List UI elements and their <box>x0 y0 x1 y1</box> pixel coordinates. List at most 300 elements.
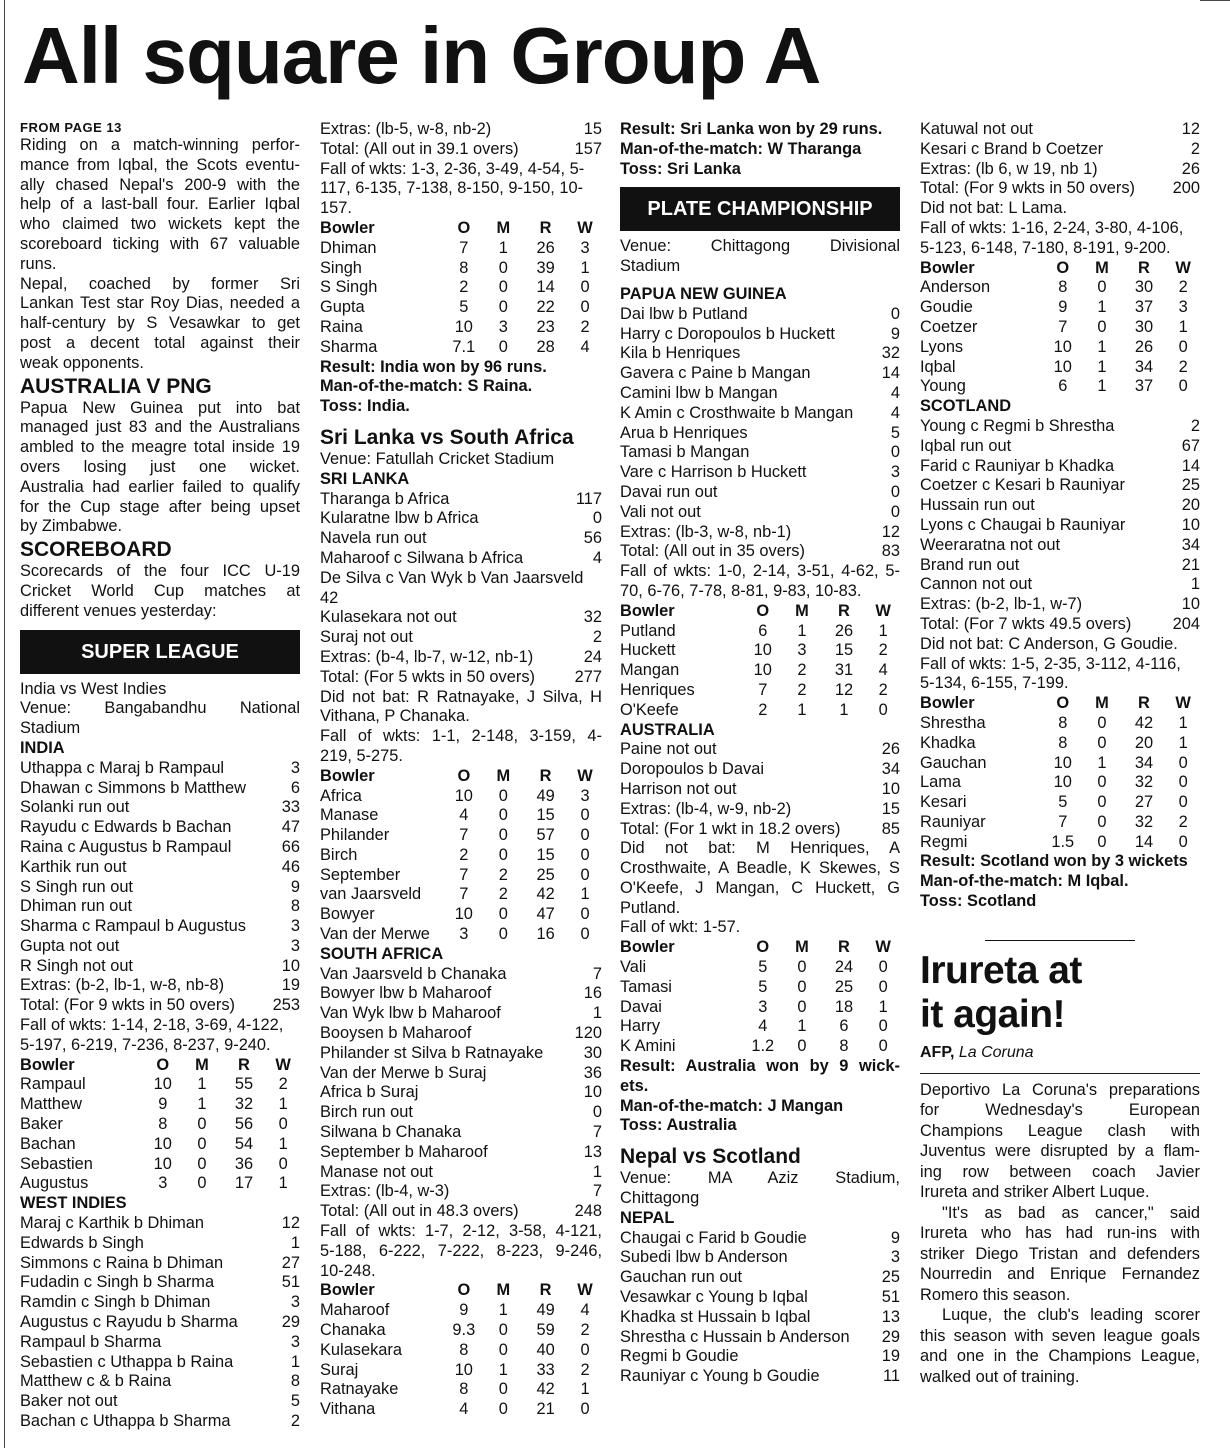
text-line: Fall of wkts: 1-16, 2-24, 3-80, 4-106, <box>920 218 1184 237</box>
score-name: Arua b Henriques <box>620 423 748 442</box>
bowler-name: Bowler <box>620 601 675 620</box>
score-value: 83 <box>881 542 900 561</box>
bowling-figure: 1 <box>580 258 590 277</box>
bowler-name: Ratnayake <box>320 1380 399 1399</box>
bowling-figure: 0 <box>580 845 590 864</box>
score-name: Total: (For 5 wkts in 50 overs) <box>320 667 535 686</box>
bowling-figure: 2 <box>878 680 888 699</box>
score-row <box>620 384 900 404</box>
bowling-figure: 4 <box>459 1400 469 1419</box>
score-value: 19 <box>281 976 300 995</box>
bowling-row <box>320 1301 602 1321</box>
text-line: O'Keefe, J Mangan, C Huckett, G <box>620 878 900 897</box>
story-line: Deportivo La Coruna's preparations <box>920 1080 1200 1099</box>
score-name: Uthappa c Maraj b Rampaul <box>20 758 225 777</box>
score-value: 7 <box>592 964 602 983</box>
bowling-figure: 0 <box>580 298 590 317</box>
bowling-row <box>320 259 602 279</box>
bowling-figure: 1.5 <box>1051 832 1075 851</box>
section-banner: PLATE CHAMPIONSHIP <box>620 187 900 231</box>
bowling-figure: 1 <box>878 621 888 640</box>
score-row <box>620 463 900 483</box>
score-row <box>920 575 1200 595</box>
bowling-figure: 0 <box>197 1174 207 1193</box>
bowling-figure: M <box>1095 258 1109 277</box>
bowling-figure: 0 <box>580 925 590 944</box>
text-line: for the Cup stage after being upset <box>20 497 300 516</box>
score-value: 26 <box>1181 159 1200 178</box>
bowling-row <box>620 958 900 978</box>
bowling-row <box>320 905 602 925</box>
score-name: Vali not out <box>620 502 701 521</box>
score-name: Total: (All out in 35 overs) <box>620 542 805 561</box>
score-name: Camini lbw b Mangan <box>620 383 778 402</box>
score-row <box>620 760 900 780</box>
bowler-name: Augustus <box>20 1174 89 1193</box>
score-value: 277 <box>574 667 602 686</box>
score-name: S Singh run out <box>20 877 133 896</box>
bowling-figure: 5 <box>758 977 768 996</box>
bowling-figure: R <box>838 938 850 957</box>
score-value: 1 <box>290 1352 300 1371</box>
score-name: Ramdin c Singh b Dhiman <box>20 1293 211 1312</box>
text-line: 117, 6-135, 7-138, 8-150, 9-150, 10- <box>320 179 584 198</box>
bowling-figure: W <box>1175 694 1191 713</box>
bowling-figure: 1 <box>797 621 807 640</box>
bowling-figure: 0 <box>1097 317 1107 336</box>
score-value: 12 <box>1181 120 1200 138</box>
score-row <box>20 917 300 937</box>
bowling-figure: 32 <box>1134 812 1154 831</box>
bowler-name: Huckett <box>620 641 676 660</box>
score-name: Total: (For 7 wkts 49.5 overs) <box>920 614 1132 633</box>
bowling-figure: 0 <box>1097 773 1107 792</box>
bold-line: NEPAL <box>620 1208 675 1227</box>
bold-line: Toss: Australia <box>620 1116 737 1135</box>
bowling-figure: 0 <box>1178 337 1188 356</box>
bowling-figure: 6 <box>839 1017 849 1036</box>
bowling-figure: W <box>577 766 593 785</box>
score-name: Birch run out <box>320 1103 413 1122</box>
score-value: 200 <box>1172 179 1200 198</box>
bold-line: Result: Sri Lanka won by 29 runs. <box>620 120 883 138</box>
score-name: Bachan c Uthappa b Sharma <box>20 1412 231 1431</box>
score-row <box>20 937 300 957</box>
story-byline <box>920 1043 1200 1063</box>
score-name: Extras: (b-2, lb-1, w-8, nb-8) <box>20 976 225 995</box>
section-heading: SCOREBOARD <box>20 538 172 562</box>
bowling-figure: M <box>496 1281 511 1300</box>
bowling-figure: 0 <box>878 1017 888 1036</box>
bowling-figure: 59 <box>536 1321 555 1340</box>
bowling-figure: 9 <box>158 1095 168 1114</box>
score-value: 3 <box>290 1293 300 1312</box>
bowler-name: Anderson <box>920 278 991 297</box>
bowling-figure: 2 <box>1178 357 1188 376</box>
bowler-name: Coetzer <box>920 317 978 336</box>
story-body <box>920 1080 1200 1388</box>
bowler-name: Gupta <box>320 298 365 317</box>
score-name: Solanki run out <box>20 798 130 817</box>
story-line: "It's as bad as cancer," said <box>942 1203 1200 1222</box>
bowling-row <box>20 1075 300 1095</box>
score-row <box>20 1273 300 1293</box>
bowling-figure: R <box>539 1281 552 1300</box>
bowling-figure: 8 <box>459 258 469 277</box>
bowling-row <box>320 806 602 826</box>
bowling-figure: 6 <box>758 621 768 640</box>
column-4 <box>920 120 1200 1387</box>
bowler-name: Davai <box>620 997 662 1016</box>
bowling-figure: 10 <box>153 1134 172 1153</box>
score-row <box>20 1313 300 1333</box>
text-line: Fall of wkts: 1-3, 2-36, 3-49, 4-54, 5- <box>320 159 585 178</box>
score-row <box>620 1347 900 1367</box>
text-line: Did not bat: M Henriques, A <box>620 839 900 858</box>
bowling-figure: 8 <box>1058 278 1068 297</box>
bowler-name: Rampaul <box>20 1075 86 1094</box>
score-row <box>620 305 900 325</box>
score-row <box>20 1392 300 1412</box>
bowling-figure: 12 <box>834 680 854 699</box>
bold-line: Result: Australia won by 9 wick- <box>620 1057 900 1076</box>
bowling-figure: 2 <box>459 278 469 297</box>
bowling-figure: 4 <box>580 1301 590 1320</box>
score-value: 6 <box>290 778 300 797</box>
bowling-row <box>20 1095 300 1115</box>
bowling-figure: R <box>539 218 552 237</box>
bowling-figure: 0 <box>498 1321 508 1340</box>
score-row <box>20 976 300 996</box>
score-name: Vare c Harrison b Huckett <box>620 463 807 482</box>
bowling-row <box>620 622 900 642</box>
bowling-figure: O <box>1056 694 1070 713</box>
score-value: 27 <box>281 1253 300 1272</box>
bowling-row <box>920 278 1200 298</box>
score-row <box>920 457 1200 477</box>
bowling-figure: 0 <box>498 905 508 924</box>
score-row <box>920 437 1200 457</box>
text-line: Papua New Guinea put into bat <box>20 398 300 417</box>
text-line: Stadium <box>20 719 81 738</box>
text-line: Chittagong <box>620 1189 700 1208</box>
story-line: this season with seven league goals <box>920 1326 1200 1345</box>
score-row <box>20 779 300 799</box>
bowling-figure: 7.1 <box>452 337 476 356</box>
text-line: weak opponents. <box>20 353 144 372</box>
bowling-figure: 30 <box>1134 278 1154 297</box>
score-name: Maharoof c Silwana b Africa <box>320 548 524 567</box>
bowling-figure: 27 <box>1134 793 1154 812</box>
bowling-figure: 10 <box>1053 357 1072 376</box>
bowling-figure: O <box>756 938 770 957</box>
score-name: Total: (All out in 48.3 overs) <box>320 1202 519 1221</box>
bowling-row <box>320 278 602 298</box>
bowling-figure: 7 <box>1058 812 1068 831</box>
text-line: post a decent total against their <box>20 333 300 352</box>
text-line: Venue: Chittagong Divisional <box>620 237 900 256</box>
bowling-figure: 49 <box>536 1301 555 1320</box>
bowler-name: Chanaka <box>320 1321 386 1340</box>
bowling-figure: 2 <box>278 1075 288 1094</box>
score-row <box>320 140 602 160</box>
score-value: 10 <box>1181 515 1200 534</box>
score-value: 12 <box>281 1214 300 1233</box>
score-row <box>620 424 900 444</box>
score-name: Simmons c Raina b Dhiman <box>20 1253 224 1272</box>
bowling-figure: 0 <box>1097 278 1107 297</box>
score-name: Extras: (b-2, lb-1, w-7) <box>920 595 1083 614</box>
bowling-figure: 55 <box>234 1075 254 1094</box>
score-name: Harrison not out <box>620 779 737 798</box>
bowling-figure: 1 <box>197 1095 207 1114</box>
bowling-row <box>920 793 1200 813</box>
score-row <box>320 1163 602 1183</box>
bowling-figure: 1 <box>1178 713 1188 732</box>
bowling-figure: 2 <box>580 1360 590 1379</box>
score-row <box>320 490 602 510</box>
score-name: Tharanga b Africa <box>320 489 450 508</box>
score-name: Khadka st Hussain b Iqbal <box>620 1307 811 1326</box>
score-name: Total: (For 9 wkts in 50 overs) <box>920 179 1135 198</box>
bowling-figure: 0 <box>580 865 590 884</box>
bowler-name: Singh <box>320 258 362 277</box>
bowling-figure: 22 <box>536 298 555 317</box>
section-heading: Nepal vs Scotland <box>620 1145 801 1169</box>
bowling-header <box>620 602 900 622</box>
score-value: 11 <box>882 1367 900 1386</box>
bowling-header <box>320 767 602 787</box>
bowling-figure: 7 <box>459 238 469 257</box>
score-row <box>20 1333 300 1353</box>
score-row <box>920 536 1200 556</box>
bowling-row <box>20 1174 300 1194</box>
bowling-figure: 10 <box>753 661 772 680</box>
text-line: Fall of wkts: 1-0, 2-14, 3-51, 4-62, 5- <box>620 562 900 581</box>
bold-line: PAPUA NEW GUINEA <box>620 284 787 303</box>
bowling-figure: 15 <box>536 806 555 825</box>
score-row <box>320 1004 602 1024</box>
text-line: 5-123, 6-148, 7-180, 8-191, 9-200. <box>920 238 1171 257</box>
score-value: 26 <box>881 740 900 759</box>
bowling-figure: 0 <box>1097 733 1107 752</box>
bowler-name: Manase <box>320 806 379 825</box>
bowling-row <box>920 813 1200 833</box>
score-name: K Amin c Crosthwaite b Mangan <box>620 403 854 422</box>
score-value: 15 <box>881 799 900 818</box>
bowler-name: Dhiman <box>320 238 377 257</box>
score-value: 204 <box>1172 614 1200 633</box>
score-name: Africa b Suraj <box>320 1083 419 1102</box>
score-row <box>620 443 900 463</box>
bowler-name: Sebastien <box>20 1154 93 1173</box>
score-name: Shrestha c Hussain b Anderson <box>620 1327 850 1346</box>
story-line: for Wednesday's European <box>920 1101 1200 1120</box>
score-value: 24 <box>583 647 602 666</box>
bowler-name: Harry <box>620 1017 661 1036</box>
bowling-row <box>320 1400 602 1420</box>
score-name: R Singh not out <box>20 956 133 975</box>
text-line: Stadium <box>620 257 681 276</box>
score-row <box>20 1353 300 1373</box>
bowling-figure: 0 <box>498 826 508 845</box>
bowling-figure: 2 <box>1178 278 1188 297</box>
bowling-figure: 0 <box>498 278 508 297</box>
bowling-header <box>320 1281 602 1301</box>
bowler-name: O'Keefe <box>620 700 679 719</box>
bowling-figure: 0 <box>498 337 508 356</box>
score-row <box>620 1248 900 1268</box>
score-value: 29 <box>881 1327 900 1346</box>
score-name: Regmi b Goudie <box>620 1347 739 1366</box>
score-value: 5 <box>290 1392 300 1411</box>
score-row <box>920 496 1200 516</box>
bowling-figure: 31 <box>834 661 854 680</box>
score-name: Kesari c Brand b Coetzer <box>920 139 1104 158</box>
score-value: 12 <box>881 522 900 541</box>
bowler-name: Bowler <box>920 694 975 713</box>
score-value: 10 <box>583 1083 602 1102</box>
score-row <box>20 1214 300 1234</box>
bowling-figure: 10 <box>153 1154 172 1173</box>
score-row <box>620 325 900 345</box>
score-value: 3 <box>290 1332 300 1351</box>
bowling-figure: R <box>1138 694 1150 713</box>
bowling-row <box>620 1037 900 1057</box>
score-name: Davai run out <box>620 482 718 501</box>
score-name: Dai lbw b Putland <box>620 304 748 323</box>
score-name: Kila b Henriques <box>620 344 741 363</box>
bowling-figure: W <box>875 938 891 957</box>
score-value: 120 <box>574 1024 602 1043</box>
bold-line: Man-of-the-match: M Iqbal. <box>920 872 1129 891</box>
score-row <box>20 798 300 818</box>
bowler-name: Vithana <box>320 1400 376 1419</box>
spacer <box>620 277 900 285</box>
bowling-row <box>320 338 602 358</box>
bowling-row <box>620 641 900 661</box>
bowling-figure: 16 <box>536 925 555 944</box>
bowling-row <box>920 773 1200 793</box>
score-name: Chaugai c Farid b Goudie <box>620 1228 807 1247</box>
score-name: Dhawan c Simmons b Matthew <box>20 778 246 797</box>
score-name: Extras: (lb-3, w-8, nb-1) <box>620 522 792 541</box>
bowling-figure: 0 <box>1178 832 1188 851</box>
bowling-figure: 8 <box>459 1380 469 1399</box>
score-name: Edwards b Singh <box>20 1233 144 1252</box>
score-value: 25 <box>881 1268 900 1287</box>
score-name: Coetzer c Kesari b Rauniyar <box>920 476 1125 495</box>
bowling-figure: 8 <box>1058 733 1068 752</box>
bowling-figure: 0 <box>1097 713 1107 732</box>
bowling-figure: 2 <box>459 845 469 864</box>
page-border-top <box>1200 0 1230 1</box>
bowler-name: van Jaarsveld <box>320 885 422 904</box>
bold-line: Man-of-the-match: J Mangan <box>620 1096 844 1115</box>
score-value: 253 <box>272 996 300 1015</box>
bowler-name: Shrestha <box>920 713 986 732</box>
score-row <box>20 996 300 1016</box>
bowling-figure: 10 <box>1053 753 1072 772</box>
score-value: 8 <box>290 897 300 916</box>
bowler-name: Gauchan <box>920 753 987 772</box>
bowling-figure: 8 <box>1058 713 1068 732</box>
story-divider <box>920 1073 1200 1074</box>
score-name: Lyons c Chaugai b Rauniyar <box>920 515 1126 534</box>
bowling-figure: 3 <box>580 238 590 257</box>
text-line: half-century by S Vesawkar to get <box>20 314 300 333</box>
score-value: 10 <box>281 956 300 975</box>
bowling-row <box>320 1321 602 1341</box>
bowling-figure: 14 <box>536 278 555 297</box>
bowling-figure: 0 <box>498 298 508 317</box>
score-name: Bowyer lbw b Maharoof <box>320 984 492 1003</box>
score-name: Gupta not out <box>20 936 120 955</box>
score-value: 4 <box>592 548 602 567</box>
bowling-figure: 8 <box>158 1115 168 1134</box>
bowling-figure: R <box>238 1055 250 1074</box>
bowling-figure: 1 <box>1097 753 1107 772</box>
bowler-name: Bowler <box>320 766 375 785</box>
score-row <box>920 516 1200 536</box>
bowler-name: Mangan <box>620 661 680 680</box>
score-row <box>620 1288 900 1308</box>
bowling-figure: 0 <box>498 786 508 805</box>
score-row <box>620 542 900 562</box>
score-value: 2 <box>592 628 602 647</box>
bowling-figure: 21 <box>536 1400 555 1419</box>
score-row <box>920 556 1200 576</box>
score-row <box>920 615 1200 635</box>
score-row <box>320 628 602 648</box>
bowling-row <box>920 377 1200 397</box>
score-row <box>320 1143 602 1163</box>
score-value: 1 <box>290 1233 300 1252</box>
bowler-name: Sharma <box>320 337 378 356</box>
bowler-name: K Amini <box>620 1037 676 1056</box>
score-name: Subedi lbw b Anderson <box>620 1248 788 1267</box>
bowling-row <box>920 734 1200 754</box>
bowling-row <box>620 681 900 701</box>
score-row <box>620 1328 900 1348</box>
score-row <box>620 820 900 840</box>
bowling-figure: M <box>496 218 511 237</box>
score-value: 5 <box>890 423 900 442</box>
score-row <box>620 503 900 523</box>
bowling-figure: 10 <box>1053 773 1072 792</box>
bowling-figure: 5 <box>1058 793 1068 812</box>
bowling-figure: 36 <box>234 1154 254 1173</box>
score-row <box>620 404 900 424</box>
story-line: ing row between coach Javier <box>920 1162 1200 1181</box>
bowling-figure: 7 <box>459 826 469 845</box>
bowling-figure: 0 <box>580 905 590 924</box>
bowling-figure: 2 <box>878 641 888 660</box>
bowler-name: Africa <box>320 786 362 805</box>
bowling-figure: 0 <box>498 1380 508 1399</box>
bowling-figure: 1 <box>498 1360 508 1379</box>
score-value: 19 <box>881 1347 900 1366</box>
bowling-figure: 1 <box>839 700 849 719</box>
score-value: 34 <box>881 760 900 779</box>
bowling-row <box>920 338 1200 358</box>
bowling-figure: 0 <box>580 1400 590 1419</box>
bowling-figure: 0 <box>1097 832 1107 851</box>
score-value: 3 <box>290 758 300 777</box>
score-name: Farid c Rauniyar b Khadka <box>920 456 1115 475</box>
bowling-figure: 2 <box>797 680 807 699</box>
score-name: Total: (All out in 39.1 overs) <box>320 139 519 158</box>
